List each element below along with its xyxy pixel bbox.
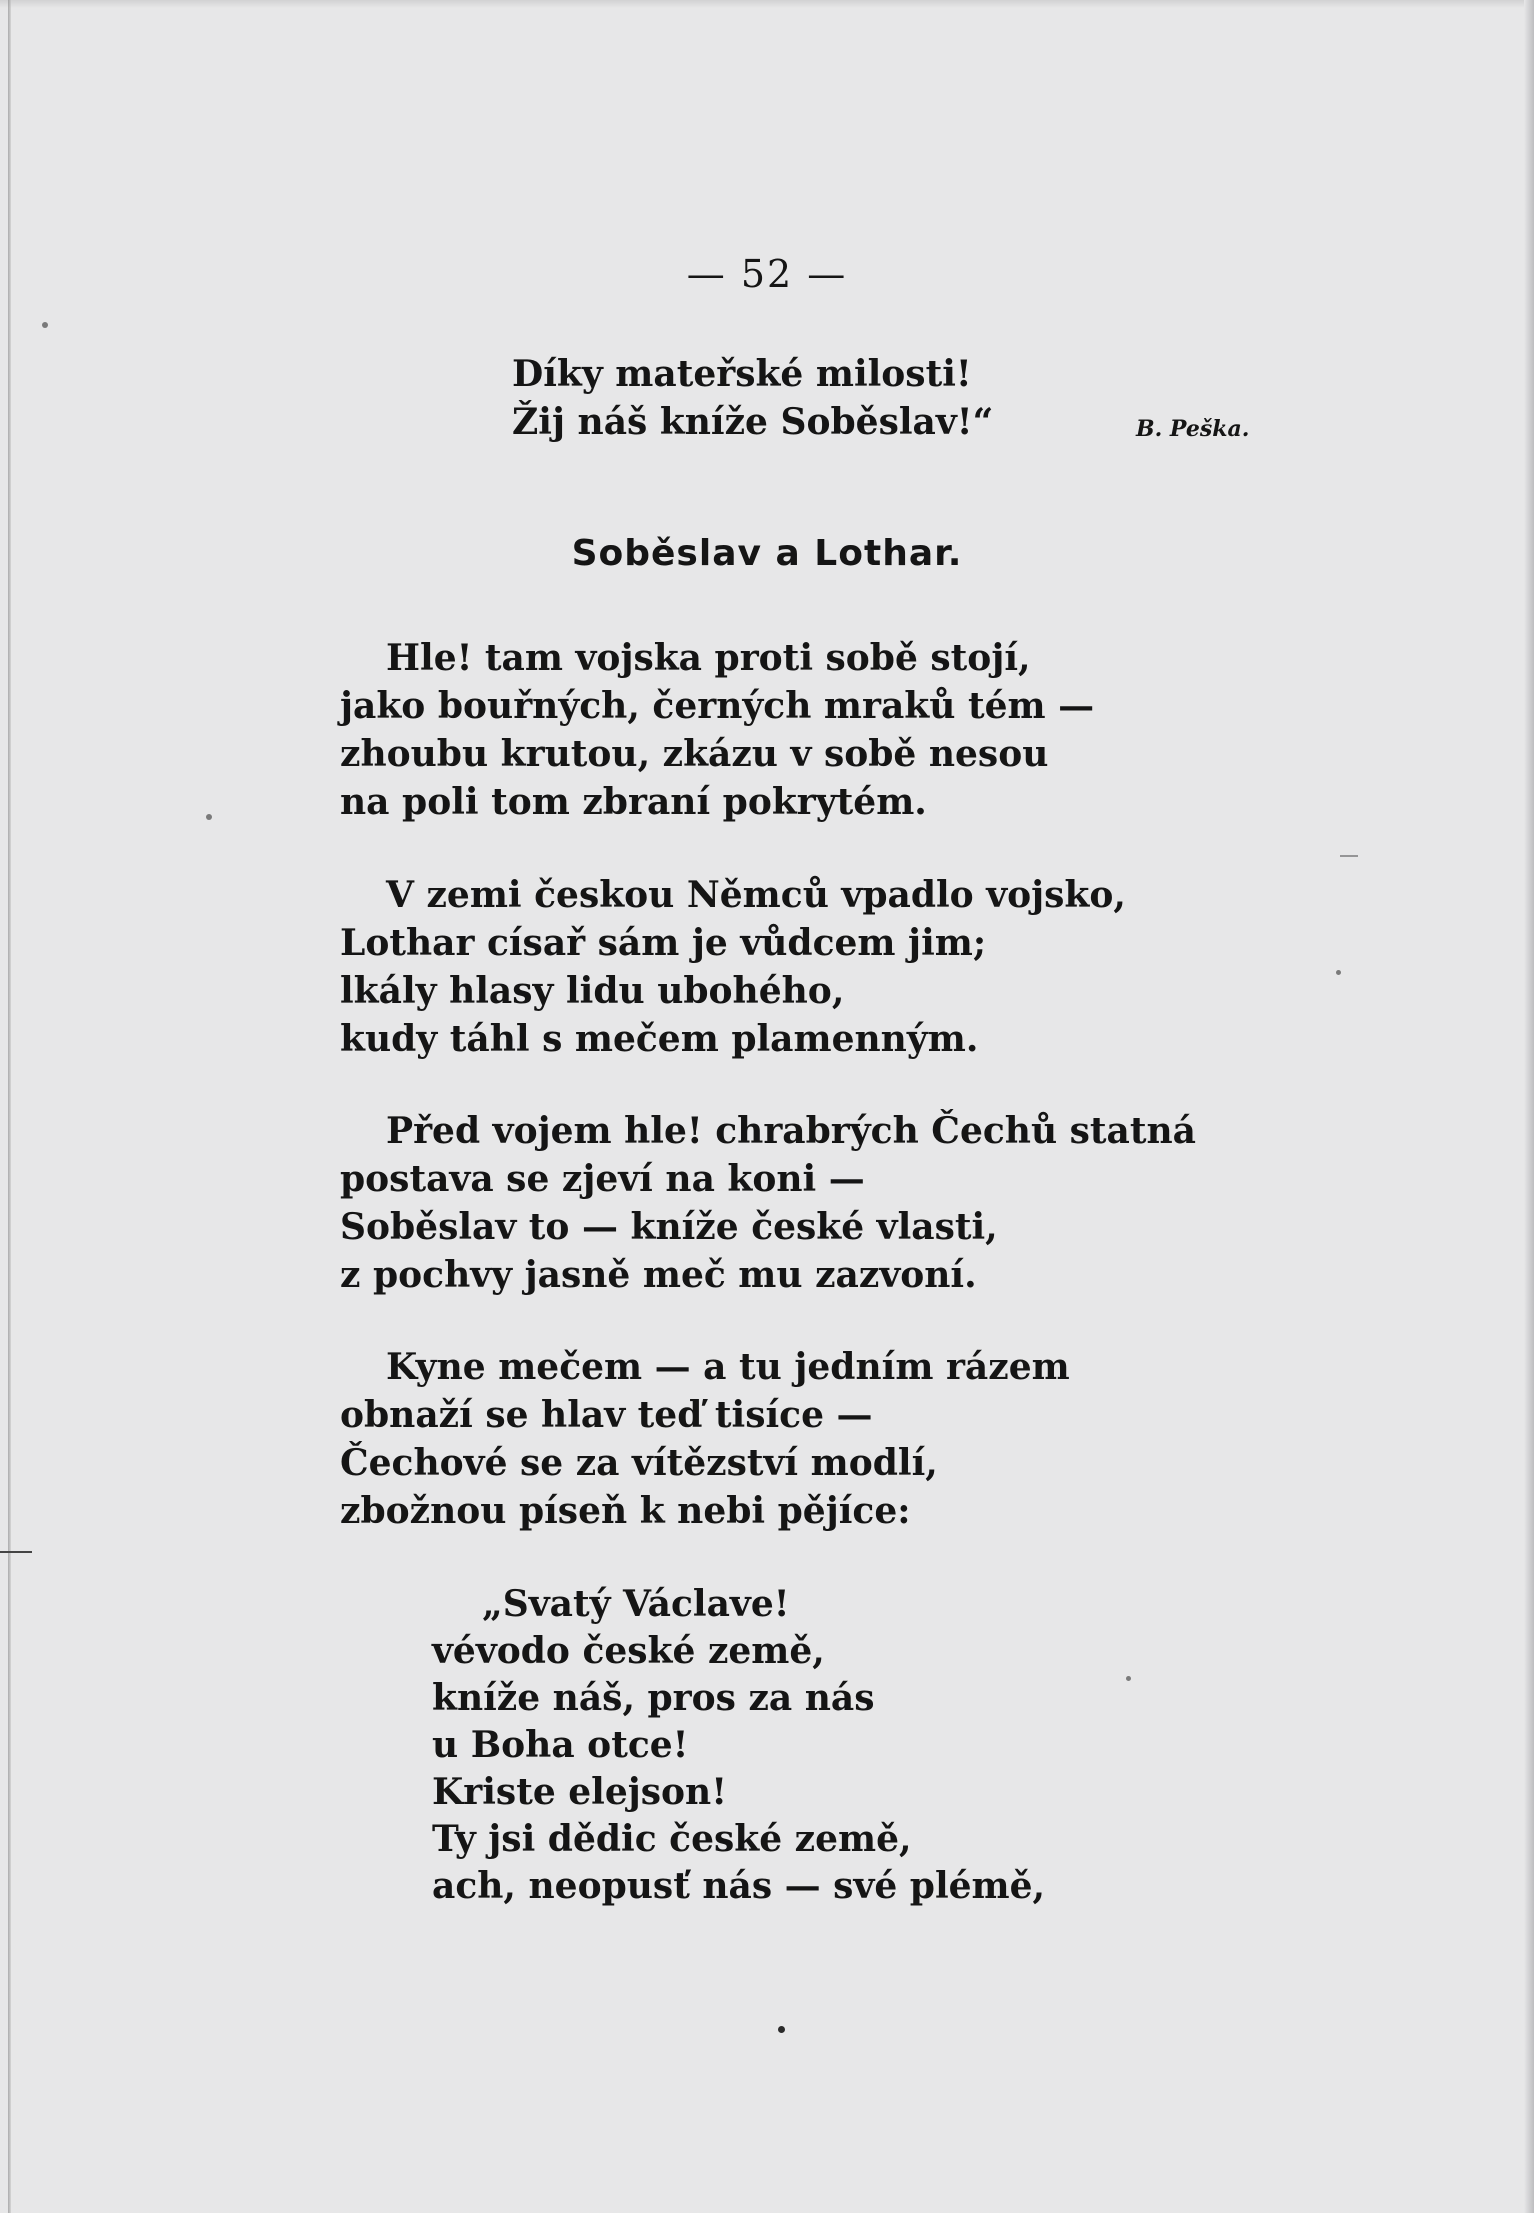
poem-line: postava se zjeví na koni —: [340, 1158, 865, 1200]
page-top-edge: [0, 0, 1534, 8]
poem-line: Čechové se za vítězství modlí,: [340, 1442, 938, 1484]
author-signature: B. Peška.: [1136, 416, 1250, 442]
poem-line: V zemi českou Němců vpadlo vojsko,: [386, 874, 1126, 916]
poem-line: Lothar císař sám je vůdcem jim;: [340, 922, 987, 964]
poem-title: Soběslav a Lothar.: [571, 533, 963, 574]
hymn-line: ach, neopusť nás — své plémě,: [432, 1865, 1046, 1907]
page-speck: [778, 2026, 785, 2033]
poem-line: Hle! tam vojska proti sobě stojí,: [386, 637, 1031, 679]
closing-line: Díky mateřské milosti!: [512, 353, 972, 395]
page-speck: [1336, 970, 1341, 975]
poem-line: z pochvy jasně meč mu zazvoní.: [340, 1254, 977, 1296]
hymn-line: Ty jsi dědic české země,: [432, 1818, 912, 1860]
margin-tick-mark: [0, 1551, 32, 1553]
poem-line: Soběslav to — kníže české vlasti,: [340, 1206, 998, 1248]
hymn-line: „Svatý Václave!: [482, 1583, 790, 1625]
poem-line: Před vojem hle! chrabrých Čechů statná: [386, 1110, 1196, 1152]
poem-line: zbožnou píseň k nebi pějíce:: [340, 1490, 911, 1532]
page-left-edge: [8, 0, 11, 2213]
poem-line: lkály hlasy lidu ubohého,: [340, 970, 845, 1012]
page-right-edge: [1524, 0, 1534, 2213]
poem-line: zhoubu krutou, zkázu v sobě nesou: [340, 733, 1049, 775]
poem-line: jako bouřných, černých mraků tém —: [340, 685, 1095, 727]
margin-tick-mark: [1340, 855, 1358, 857]
hymn-line: Kriste elejson!: [432, 1771, 728, 1813]
hymn-line: u Boha otce!: [432, 1724, 689, 1766]
poem-line: kudy táhl s mečem plamenným.: [340, 1018, 979, 1060]
page-speck: [206, 814, 212, 820]
hymn-line: vévodo české země,: [432, 1630, 825, 1672]
closing-line: Žij náš kníže Soběslav!“: [512, 401, 994, 443]
poem-line: Kyne mečem — a tu jedním rázem: [386, 1346, 1070, 1388]
page-speck: [42, 322, 48, 328]
poem-line: obnaží se hlav teď tisíce —: [340, 1394, 873, 1436]
page-number: — 52 —: [686, 252, 848, 296]
hymn-line: kníže náš, pros za nás: [432, 1677, 875, 1719]
poem-line: na poli tom zbraní pokrytém.: [340, 781, 927, 823]
page-speck: [1126, 1676, 1131, 1681]
